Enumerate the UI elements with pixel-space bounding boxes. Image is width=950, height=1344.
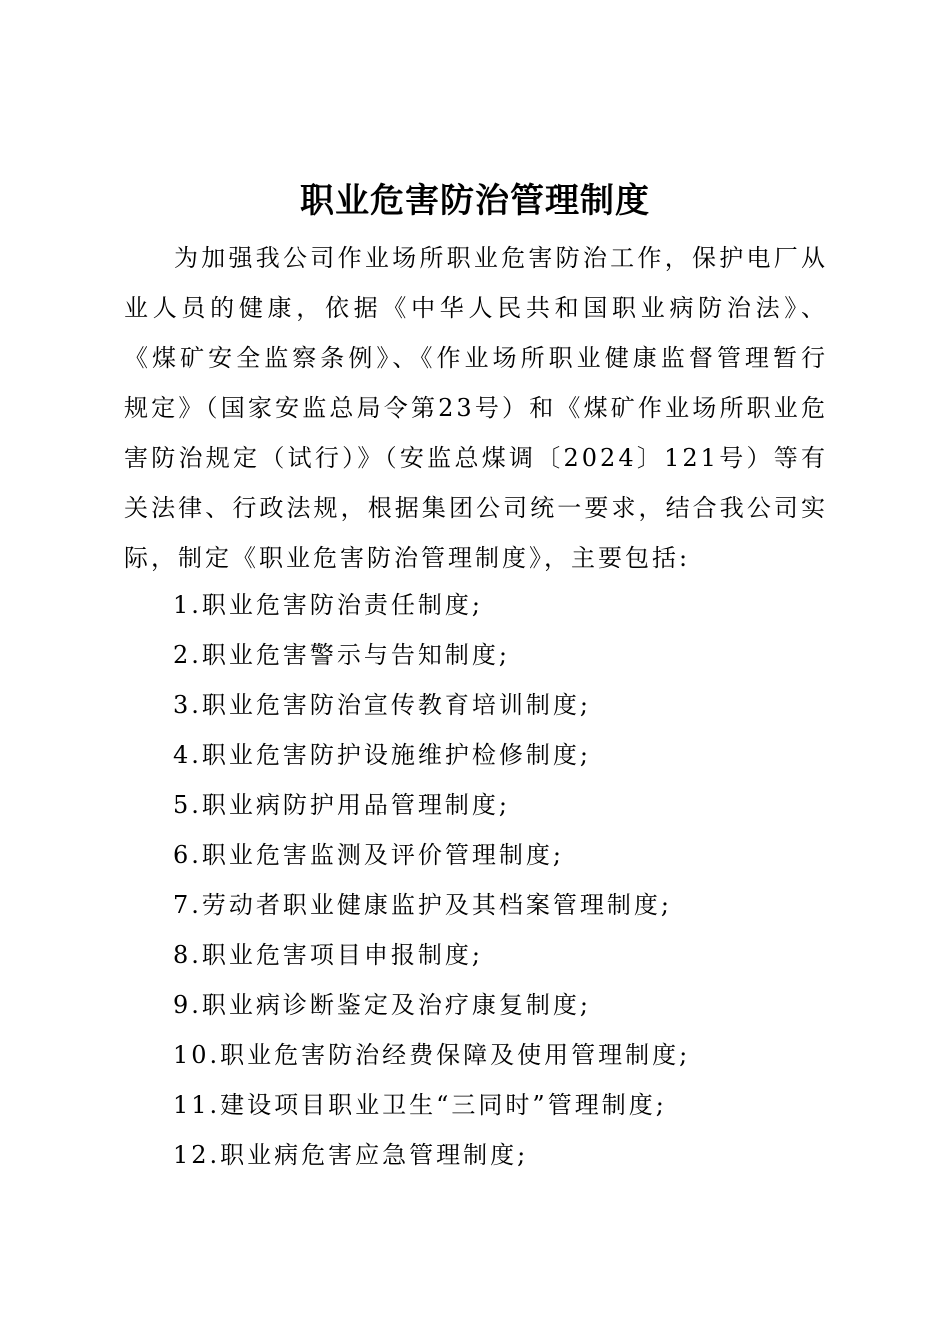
document-title: 职业危害防治管理制度 [300, 181, 650, 221]
list-item: 3.职业危害防治宣传教育培训制度; [173, 691, 591, 719]
list-item: 5.职业病防护用品管理制度; [173, 791, 510, 819]
list-item: 4.职业危害防护设施维护检修制度; [173, 741, 591, 769]
list-item: 11.建设项目职业卫生“三同时”管理制度; [173, 1091, 667, 1119]
list-item: 2.职业危害警示与告知制度; [173, 641, 510, 669]
list-item: 6.职业危害监测及评价管理制度; [173, 841, 564, 869]
list-item: 9.职业病诊断鉴定及治疗康复制度; [173, 991, 591, 1019]
list-item: 7.劳动者职业健康监护及其档案管理制度; [173, 891, 672, 919]
list-item: 8.职业危害项目申报制度; [173, 941, 483, 969]
intro-paragraph: 为加强我公司作业场所职业危害防治工作，保护电厂从业人员的健康，依据《中华人民共和国职业病防治法》、《煤矿安全监察条例》、《作业场所职业健康监督管理暂行规定》（国家安监总局令第23号）和《煤矿作业场所职业危害防治规定（试行）》（安监总煤调〔2024〕121号）等有关法律、行政法规，根据集团公司统一要求，结合我公司实际，制定《职业危害防治管理制度》，主要包括: [124, 244, 828, 572]
list-item: 12.职业病危害应急管理制度; [173, 1141, 529, 1169]
regulation-list [173, 580, 833, 1180]
list-item: 1.职业危害防治责任制度; [173, 591, 483, 619]
list-item: 10.职业危害防治经费保障及使用管理制度; [173, 1041, 691, 1069]
